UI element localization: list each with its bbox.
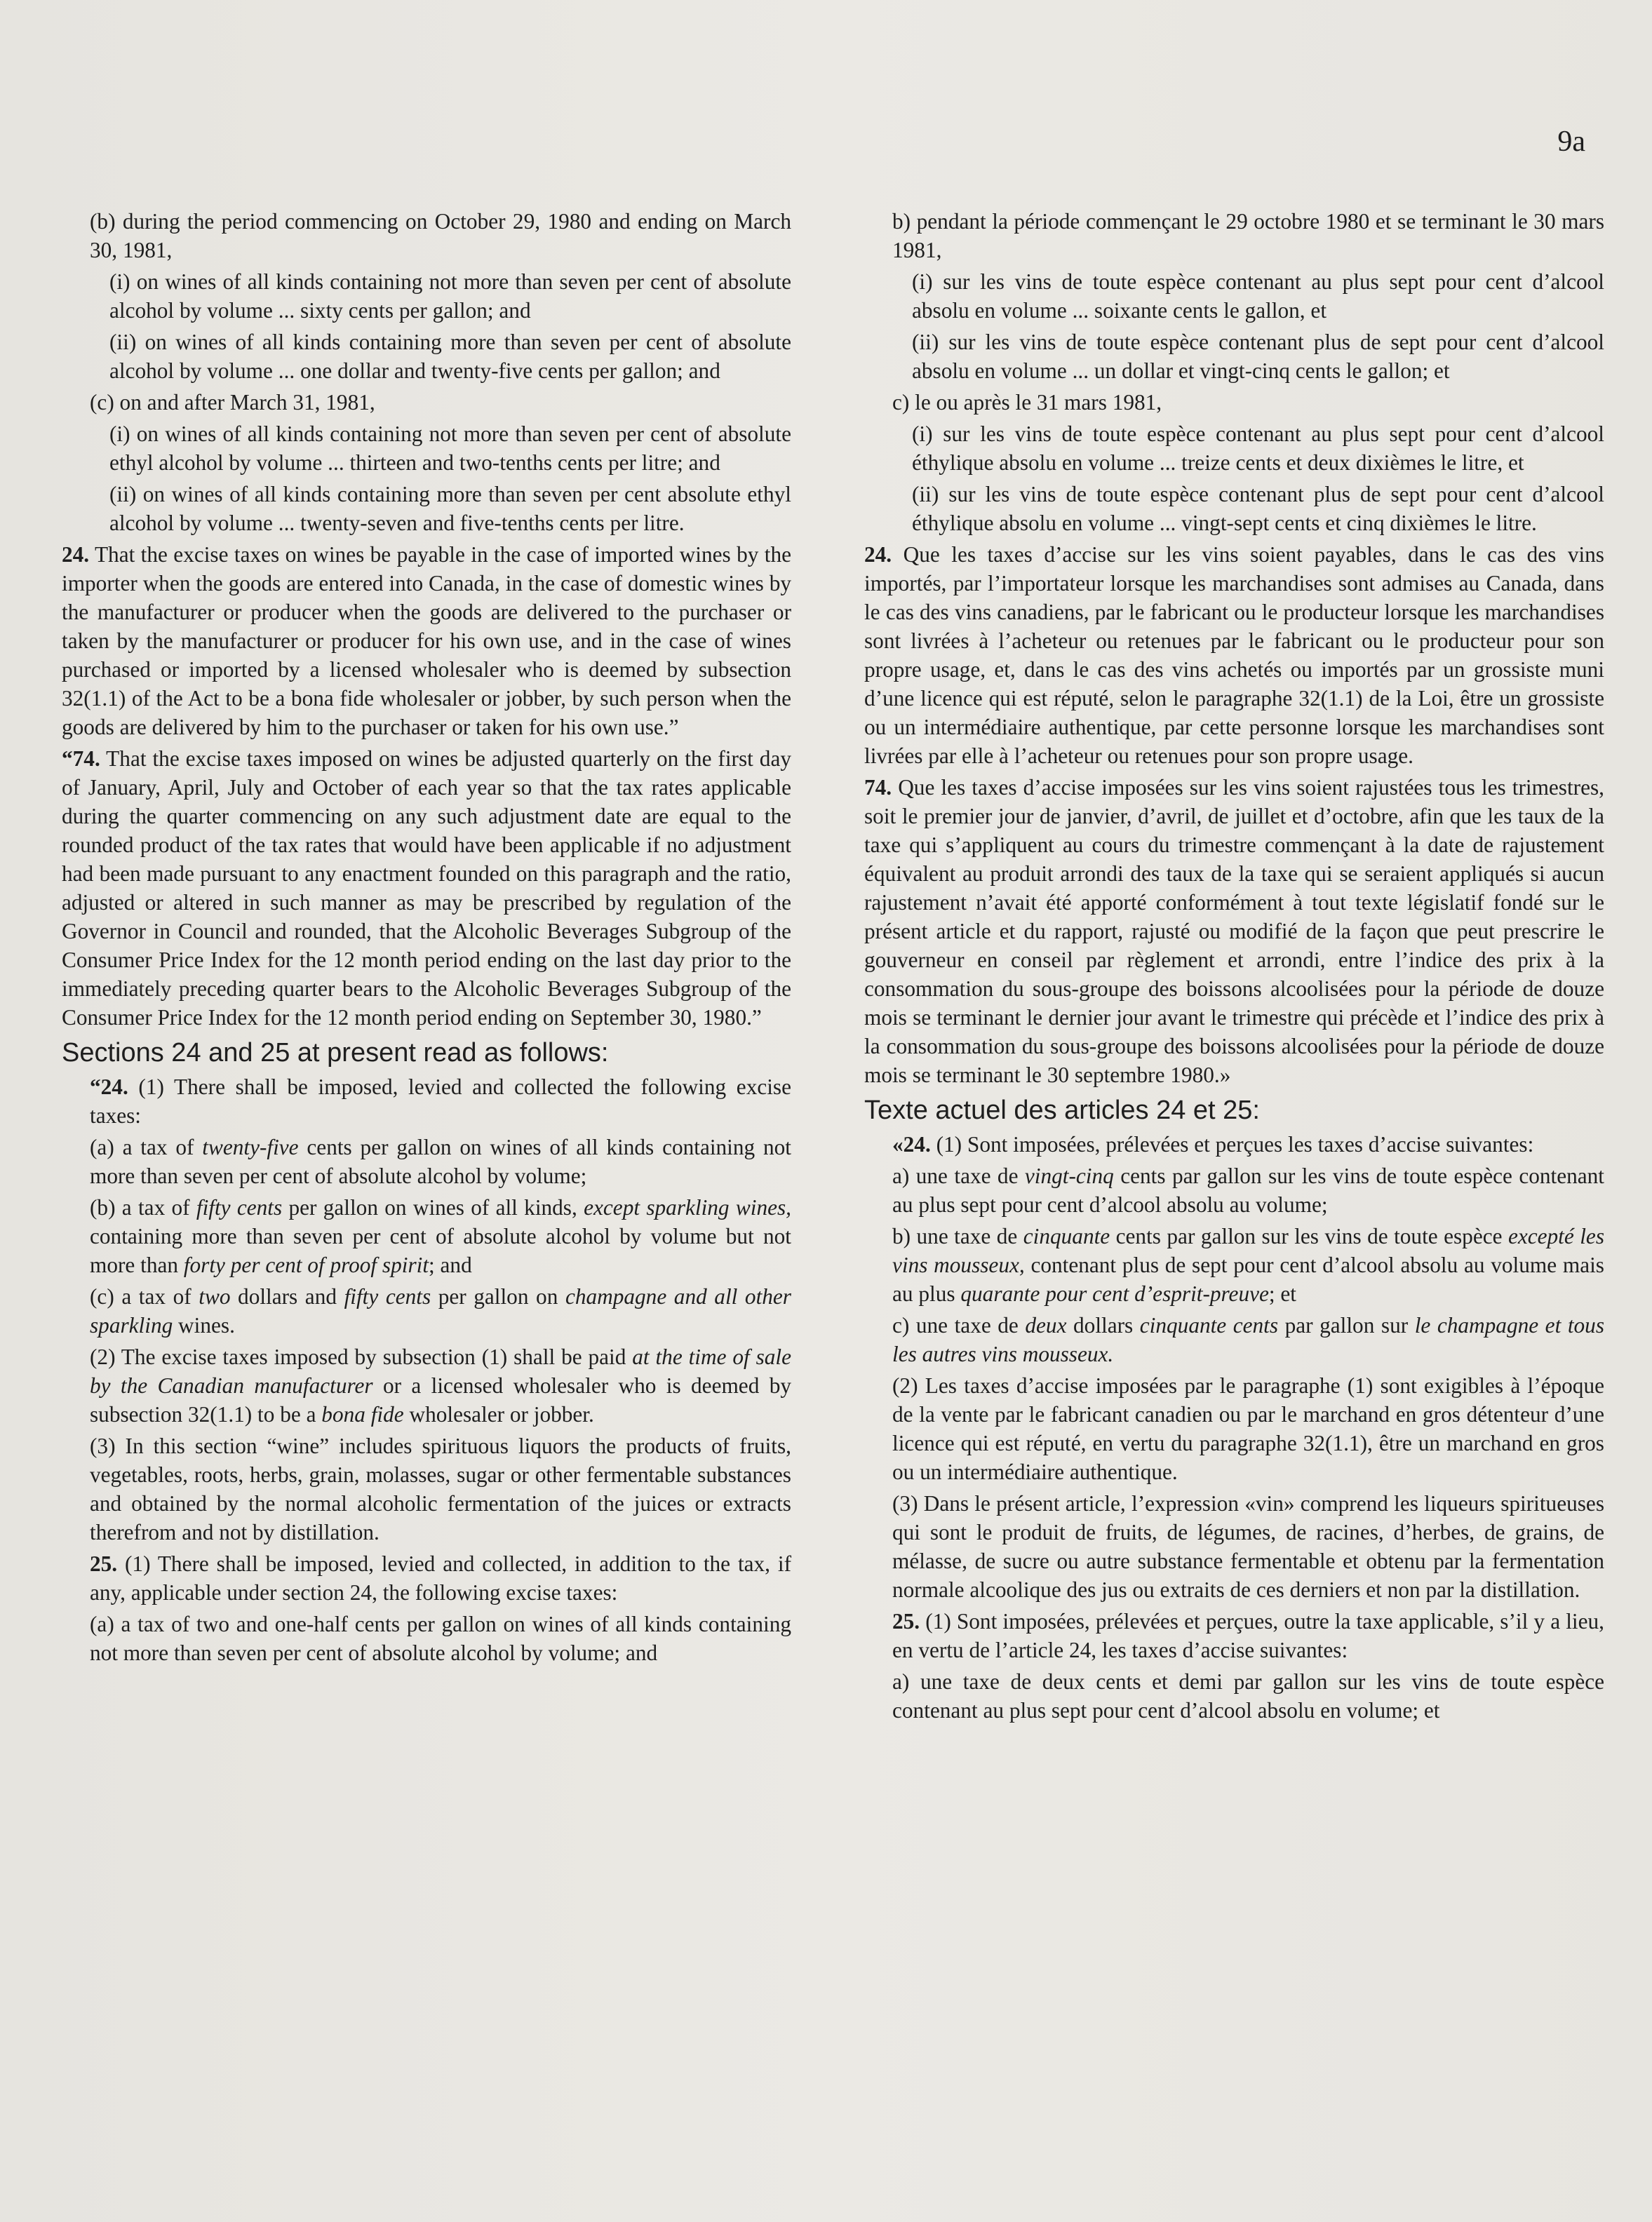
fr-para-74: 74. Que les taxes d’accise imposées sur les vins soient rajustées tous les trimestres, soit le premier jour de janvier, d’avril, de juillet et d’octobre, afin que les taux de la taxe qui s’appliquent au cours du trimestre commençant à la date de rajustement équivalent au produit arrondi des taux de la taxe qui se seraient appliqués si aucun rajustement n’avait été apporté conformément à tout texte législatif fondé sur le présent article et du rapport, rajusté ou modifié de la façon que peut prescrire le gouverneur en conseil par règlement et arrondi, entre l’indice des prix à la consommation du sous-groupe des boissons alcoolisées pour la période de douze mois se terminant le dernier jour avant le trimestre qui précède et l’indice des prix à la consommation du sous-groupe des boissons alcoolisées pour la période de douze mois se terminant le 30 septembre 1980.» — [864, 775, 1604, 1087]
fr-para-c: c) le ou après le 31 mars 1981, — [892, 390, 1162, 415]
fr-section-24-3: (3) Dans le présent article, l’expression «vin» comprend les liqueurs spiritueuses qui sont le produit de fruits, de légumes, de racines, d’herbes, de grains, de mélasse, de sucre ou autre substance fermentable et obtenu par la fermentation normale alcoolique des jus ou extraits de ces derniers et non par la distillation. — [892, 1491, 1604, 1602]
fr-section-24-b: b) une taxe de cinquante cents par gallon sur les vins de toute espèce excepté les vins mousseux, contenant plus de sept pour cent d’alcool absolu au volume mais au plus quarante pour cent d’esprit-preuve; et — [892, 1224, 1604, 1306]
en-para-b: (b) during the period commencing on October 29, 1980 and ending on March 30, 1981, — [90, 209, 791, 262]
en-para-24: 24. That the excise taxes on wines be payable in the case of imported wines by the importer when the goods are entered into Canada, in the case of domestic wines by the manufacturer or producer when the goods are delivered to the purchaser or taken by the manufacturer or producer for his own use, and in the case of wines purchased or imported by a licensed wholesaler who is deemed by subsection 32(1.1) of the Act to be a bona fide wholesaler or jobber, by such person when the goods are delivered by him to the purchaser or taken for his own use.” — [62, 542, 791, 739]
en-para-24-number: 24. — [62, 542, 90, 567]
fr-section-25-1: 25. (1) Sont imposées, prélevées et perçues, outre la taxe applicable, s’il y a lieu, en vertu de l’article 24, les taxes d’accise suivantes: — [892, 1609, 1604, 1662]
fr-para-b-ii: (ii) sur les vins de toute espèce contenant plus de sept pour cent d’alcool absolu en volume ... un dollar et vingt-cinq cents le gallon; et — [912, 330, 1604, 383]
fr-para-c-i: (i) sur les vins de toute espèce contenant au plus sept pour cent d’alcool éthylique absolu en volume ... treize cents et deux dixièmes le litre, et — [912, 422, 1604, 475]
english-column — [62, 207, 791, 1670]
fr-para-74-number: 74. — [864, 775, 892, 800]
en-para-c-ii: (ii) on wines of all kinds containing more than seven per cent absolute ethyl alcohol by volume ... twenty-seven and five-tenths cents per litre. — [109, 482, 791, 535]
en-para-74: “74. That the excise taxes imposed on wines be adjusted quarterly on the first day of January, April, July and October of each year so that the tax rates applicable during the quarter commencing on any such adjustment date are equal to the rounded product of the tax rates that would have been applicable if no adjustment had been made pursuant to any enactment founded on this paragraph and the ratio, adjusted or altered in such manner as may be prescribed by regulation of the Governor in Council and rounded, that the Alcoholic Beverages Subgroup of the Consumer Price Index for the 12 month period ending on the last day prior to the immediately preceding quarter bears to the Alcoholic Beverages Subgroup of the Consumer Price Index for the 12 month period ending on September 30, 1980.” — [62, 746, 791, 1030]
fr-section-24-a: a) une taxe de vingt-cinq cents par gallon sur les vins de toute espèce contenant au plus sept pour cent d’alcool absolu au volume; — [892, 1164, 1604, 1217]
en-para-b-i: (i) on wines of all kinds containing not more than seven per cent of absolute alcohol by volume ... sixty cents per gallon; and — [109, 269, 791, 323]
fr-section-25-a: a) une taxe de deux cents et demi par gallon sur les vins de toute espèce contenant au plus sept pour cent d’alcool absolu en volume; et — [892, 1669, 1604, 1723]
en-para-b-ii: (ii) on wines of all kinds containing more than seven per cent of absolute alcohol by volume ... one dollar and twenty-five cents per gallon; and — [109, 330, 791, 383]
en-section-heading: Sections 24 and 25 at present read as follows: — [62, 1038, 609, 1068]
fr-para-c-ii: (ii) sur les vins de toute espèce contenant plus de sept pour cent d’alcool éthylique absolu en volume ... vingt-sept cents et cinq dixièmes le litre. — [912, 482, 1604, 535]
fr-para-b-i: (i) sur les vins de toute espèce contenant au plus sept pour cent d’alcool absolu en volume ... soixante cents le gallon, et — [912, 269, 1604, 323]
en-para-c: (c) on and after March 31, 1981, — [90, 390, 375, 415]
fr-section-heading: Texte actuel des articles 24 et 25: — [864, 1096, 1260, 1125]
french-column — [864, 207, 1604, 1728]
en-section-24-3: (3) In this section “wine” includes spirituous liquors the products of fruits, vegetables, roots, herbs, grain, molasses, sugar or other fermentable substances and obtained by the normal alcoholic fermentation of the juices or extracts therefrom and not by distillation. — [90, 1434, 791, 1544]
en-section-25-a: (a) a tax of two and one-half cents per gallon on wines of all kinds containing not more than seven per cent of absolute alcohol by volume; and — [90, 1612, 791, 1665]
fr-section-24-2: (2) Les taxes d’accise imposées par le paragraphe (1) sont exigibles à l’époque de la vente par le fabricant canadien ou par le marchand en gros détenteur d’une licence qui est réputé, en vertu du paragraphe 32(1.1), être un marchand en gros ou un intermédiaire authentique. — [892, 1373, 1604, 1484]
en-section-24-2: (2) The excise taxes imposed by subsection (1) shall be paid at the time of sale by the Canadian manufacturer or a licensed wholesaler who is deemed by subsection 32(1.1) to be a bona fide wholesaler or jobber. — [90, 1345, 792, 1427]
en-para-c-i: (i) on wines of all kinds containing not more than seven per cent of absolute ethyl alcohol by volume ... thirteen and two-tenths cents per litre; and — [109, 422, 791, 475]
page-number: 9a — [1557, 126, 1585, 158]
fr-para-24-number: 24. — [864, 542, 892, 567]
en-section-24-1: “24. (1) There shall be imposed, levied and collected the following excise taxes: — [90, 1075, 791, 1128]
en-section-24-a: (a) a tax of twenty-five cents per gallon on wines of all kinds containing not more than seven per cent of absolute alcohol by volume; — [90, 1135, 792, 1188]
en-section-25-1: 25. (1) There shall be imposed, levied and collected, in addition to the tax, if any, applicable under section 24, the following excise taxes: — [90, 1551, 791, 1605]
en-para-74-number: “74. — [62, 746, 100, 771]
fr-section-24-1: «24. (1) Sont imposées, prélevées et perçues les taxes d’accise suivantes: — [892, 1132, 1534, 1157]
en-section-24-b: (b) a tax of fifty cents per gallon on wines of all kinds, except sparkling wines, containing more than seven per cent of absolute alcohol by volume but not more than forty per cent of proof spirit; and — [90, 1195, 791, 1277]
fr-para-24: 24. Que les taxes d’accise sur les vins soient payables, dans le cas des vins importés, par l’importateur lorsque les marchandises sont admises au Canada, dans le cas des vins canadiens, par le fabricant ou le producteur lorsque les marchandises sont livrées à l’acheteur ou retenues par le fabricant ou le producteur pour son propre usage, et, dans le cas des vins achetés ou importés par un grossiste muni d’une licence qui est réputé, selon le paragraphe 32(1.1) de la Loi, être un grossiste ou un intermédiaire authentique, par cette personne lorsque les marchandises sont livrées par elle à l’acheteur ou retenues pour son propre usage. — [864, 542, 1604, 768]
fr-section-24-c: c) une taxe de deux dollars cinquante cents par gallon sur le champagne et tous les autres vins mousseux. — [892, 1313, 1604, 1366]
bleed-through-text — [533, 144, 539, 170]
fr-para-b: b) pendant la période commençant le 29 octobre 1980 et se terminant le 30 mars 1981, — [892, 209, 1604, 262]
en-section-24-c: (c) a tax of two dollars and fifty cents per gallon on champagne and all other sparkling wines. — [90, 1284, 791, 1338]
